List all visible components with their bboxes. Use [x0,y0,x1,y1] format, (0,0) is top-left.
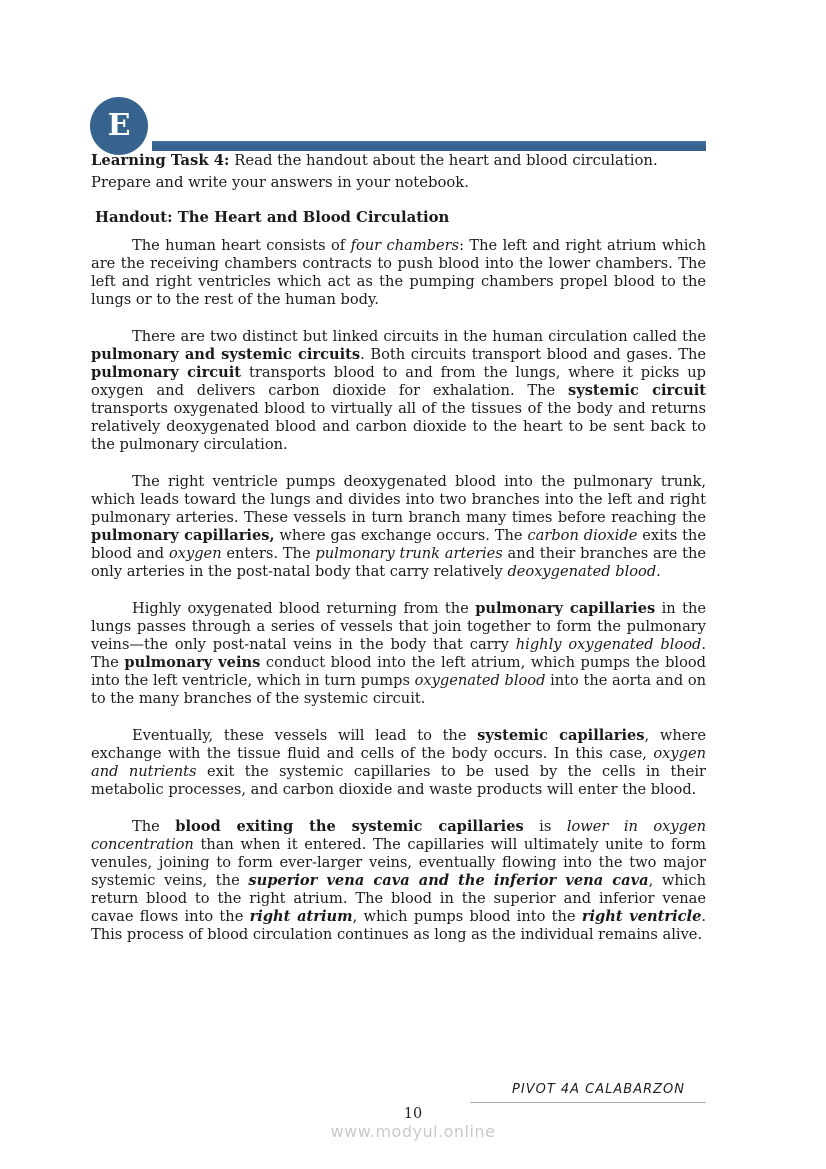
handout-title: Handout: The Heart and Blood Circulation [95,209,450,226]
text-segment: is [523,818,567,835]
section-badge [90,97,148,155]
text-segment: oxygenated blood [414,672,546,689]
text-segment: transports oxygenated blood to virtually all of the tissues of the body and returns relatively deoxygenated blood and carbon dioxide to the heart to be sent back to the pulmonary circulation. [91,400,706,453]
body-paragraph [91,473,706,581]
text-segment: and their branches are the only arteries in the post-natal body that carry relatively [91,545,707,580]
text-segment: Read the handout about the heart and blood circulation. Prepare and write your answers in your notebook. [91,152,658,191]
text-segment: exit the systemic capillaries to be used by the cells in their metabolic processes, and carbon dioxide and waste products will enter the blood. [91,763,706,798]
section-badge-letter: E [107,107,131,143]
text-segment: , where exchange with the tissue fluid and cells of the body occurs. In this case, [91,727,706,762]
text-segment: The right ventricle pumps deoxygenated blood into the pulmonary trunk, which leads toward the lungs and divides into two branches into the left and right pulmonary arteries. These vessels in turn branch many times before reaching the [91,473,706,526]
text-segment: The human heart consists of [132,237,351,254]
text-segment: , which return blood to the right atrium. The blood in the superior and inferior venae cavae flows into the [91,872,706,925]
text-segment: carbon dioxide [527,527,638,544]
text-segment: There are two distinct but linked circuits in the human circulation called the [132,328,706,345]
text-segment: systemic circuit [568,382,706,399]
text-segment: than when it entered. The capillaries will ultimately unite to form venules, joining to form ever-larger veins, eventually flowing into the two major systemic veins, the [91,836,706,889]
text-segment: pulmonary circuit [91,364,242,381]
learning-task [91,150,708,194]
text-segment: Learning Task 4: [91,152,230,169]
text-segment: oxygen and nutrients [91,745,706,780]
text-segment: . The [91,636,707,671]
body-paragraph [91,818,706,944]
text-segment: pulmonary and systemic circuits [91,346,361,363]
text-segment: where gas exchange occurs. The [274,527,528,544]
text-segment: highly oxygenated blood [515,636,702,653]
text-segment: , which pumps blood into the [352,908,582,925]
text-segment: The [132,818,176,835]
text-segment: systemic capillaries [477,727,645,744]
text-segment: pulmonary capillaries [475,600,656,617]
text-segment: : The left and right atrium which are the receiving chambers contracts to push blood into the lower chambers. The left and right ventricles which act as the pumping chambers propel blood to the lungs or to the rest of the human body. [91,237,706,308]
text-segment: superior vena cava and the inferior vena cava [248,872,649,889]
text-segment: . This process of blood circulation continues as long as the individual remains alive. [91,908,706,943]
body-paragraph [91,727,706,799]
text-segment: transports blood to and from the lungs, where it picks up oxygen and delivers carbon dioxide for exhalation. The [91,364,706,399]
body-paragraph [91,600,706,708]
text-segment: pulmonary trunk arteries [315,545,503,562]
body-paragraph [91,328,706,454]
text-segment: deoxygenated blood. [507,563,661,580]
text-segment: four chambers [350,237,460,254]
body-paragraph [91,237,706,309]
text-segment: into the aorta and on to the many branches of the systemic circuit. [91,672,707,707]
footer-rule [470,1102,706,1103]
handout-body [91,237,706,963]
text-segment: pulmonary veins [124,654,261,671]
text-segment: Eventually, these vessels will lead to the [132,727,478,744]
text-segment: enters. The [221,545,316,562]
text-segment: . Both circuits transport blood and gases. The [360,346,706,363]
text-segment: right ventricle [581,908,702,925]
text-segment: conduct blood into the left atrium, which pumps the blood into the left ventricle, which in turn pumps [91,654,706,689]
text-segment: exits the blood and [91,527,706,562]
text-segment: blood exiting the systemic capillaries [175,818,524,835]
text-segment: right atrium [249,908,353,925]
page-number: 10 [403,1106,423,1122]
text-segment: pulmonary capillaries, [91,527,275,544]
text-segment: in the lungs passes through a series of vessels that join together to form the pulmonary veins—the only post-natal veins in the body that carry [91,600,706,653]
footer-edition: PIVOT 4A CALABARZON [512,1082,685,1097]
text-segment: oxygen [168,545,222,562]
watermark: www.modyul.online [330,1122,496,1141]
text-segment: lower in oxygen concentration [91,818,706,853]
text-segment: Highly oxygenated blood returning from the [132,600,476,617]
